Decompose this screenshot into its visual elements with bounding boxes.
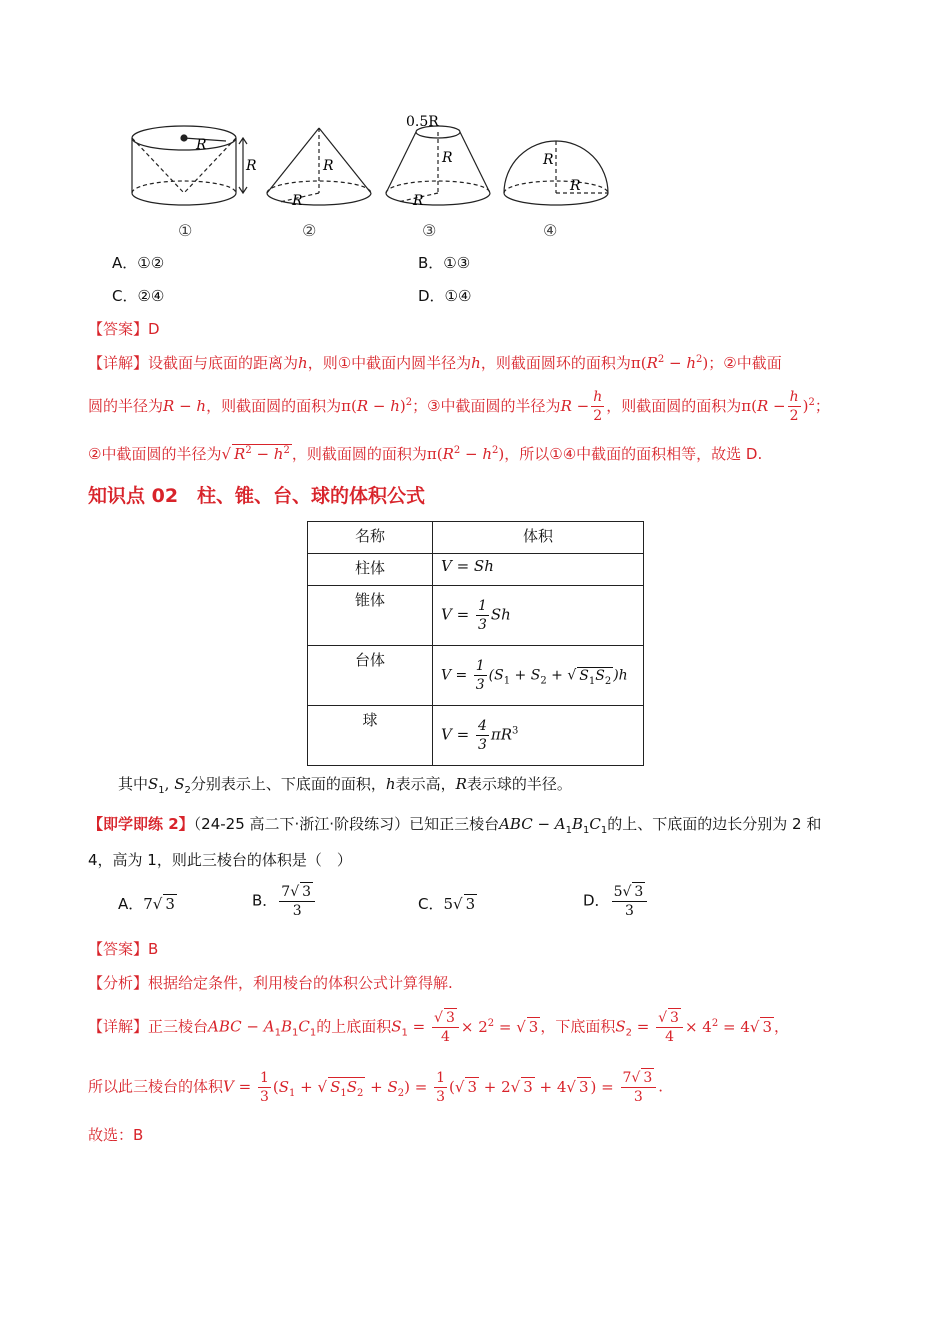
- figure-label-3: ③: [422, 221, 437, 240]
- q2-conclusion: 故选：B: [88, 1126, 144, 1144]
- row-name-frustum: 台体: [308, 646, 433, 706]
- q1-answer: 【答案】D: [88, 320, 160, 338]
- section-heading: 知识点 02 柱、锥、台、球的体积公式: [88, 485, 426, 507]
- table-row: [308, 586, 644, 646]
- frustum-height-label: R: [442, 150, 453, 166]
- detail-tag: 【详解】: [88, 354, 149, 372]
- q1-detail-line-3: ②中截面圆的半径为√ $R^2 - h^2$ ，则截面圆的面积为$\pi(R^2 - h^2)$，所以①④中截面的面积相等，故选 D.: [88, 445, 763, 463]
- q2-option-c[interactable]: C．5√ 3: [418, 895, 476, 913]
- frustum-figure: [386, 126, 490, 205]
- practice-question-line-2: 4，高为 1，则此三棱台的体积是（ ）: [88, 851, 352, 869]
- cylinder-r-label: R: [196, 137, 207, 153]
- table-note: 其中$S_1$, $S_2$分别表示上、下底面的面积，h表示高，R表示球的半径。: [118, 775, 572, 796]
- table-header-name: 名称: [308, 522, 433, 554]
- frustum-radius-label: R: [413, 193, 424, 209]
- row-name-sphere: 球: [308, 706, 433, 766]
- cylinder-figure: [132, 126, 247, 205]
- table-row: [308, 646, 644, 706]
- volume-formula-table: [307, 521, 644, 766]
- q1-detail-line-2: 圆的半径为R − h，则截面圆的面积为$\pi(R - h)^2$；③中截面圆的半径为R − $\frac{h}{2}$ ，则截面圆的面积为π(R − $\frac{h}{2}$ )$^2$；: [88, 389, 830, 424]
- hemisphere-height-label: R: [543, 152, 554, 168]
- q1-detail-line-1: 【详解】设截面与底面的距离为h，则①中截面内圆半径为h，则截面圆环的面积为$\pi(R^2 - h^2)$；②中截面: [88, 354, 782, 372]
- practice-tag: 【即学即练 2】: [88, 815, 194, 833]
- q1-option-c[interactable]: C．②④: [112, 287, 165, 305]
- q2-option-b[interactable]: B． $\frac{7√ 3}{3}$: [252, 882, 317, 920]
- solid-figures: [120, 108, 620, 248]
- q2-option-d[interactable]: D． $\frac{5√ 3}{3}$: [583, 882, 649, 920]
- q2-detail-line-2: 所以此三棱台的体积V = $\frac{1}{3}$ ($S_1$ + √ $S_1S_2 + S_2$) = $\frac{1}{3}$ (√ 3 + 2√ 3 + 4√ 3 ) = $\frac{7√ 3}{3}$ .: [88, 1069, 664, 1105]
- hemisphere-radius-label: R: [570, 178, 581, 194]
- q1-option-a[interactable]: A．①②: [112, 254, 165, 272]
- hemisphere-figure: [504, 141, 608, 205]
- q1-option-d[interactable]: D．①④: [418, 287, 472, 305]
- row-name-prism: 柱体: [308, 554, 433, 586]
- practice-question-line-1: 【即学即练 2】（24-25 高二下·浙江·阶段练习）已知正三棱台ABC − $A_1B_1C_1$的上、下底面的边长分别为 2 和: [88, 815, 822, 836]
- q2-detail-line-1: 【详解】正三棱台ABC − $A_1B_1C_1$的上底面积$S_1$ = $\frac{√ 3}{4}$ × $2^2$ = √ 3 ，下底面积$S_2$ = $\frac{√ 3}{4}$ × $4^2 = 4√$ 3 ，: [88, 1010, 790, 1045]
- cone-height-label: R: [323, 158, 334, 174]
- q1-option-b[interactable]: B．①③: [418, 254, 471, 272]
- q2-analysis: 【分析】根据给定条件，利用棱台的体积公式计算得解.: [88, 974, 453, 992]
- figure-label-1: ①: [178, 221, 193, 240]
- figure-label-2: ②: [302, 221, 317, 240]
- q2-answer: 【答案】B: [88, 940, 159, 958]
- cone-figure: [267, 128, 371, 205]
- formula-prism: V = Sh: [433, 554, 644, 586]
- figure-label-4: ④: [543, 221, 558, 240]
- cone-radius-label: R: [292, 193, 303, 209]
- cylinder-height-label: R: [246, 158, 257, 174]
- frustum-top-label: 0.5R: [406, 114, 439, 130]
- formula-frustum: V = $\frac{1}{3}$ ($S_1 + S_2$ + √ $S_1S_2$ )h: [433, 646, 644, 706]
- q2-option-a[interactable]: A．7√ 3: [118, 895, 175, 913]
- table-row: [308, 706, 644, 766]
- formula-cone: V = $\frac{1}{3}$ Sh: [433, 586, 644, 646]
- table-header-volume: 体积: [433, 522, 644, 554]
- table-row: [308, 554, 644, 586]
- row-name-cone: 锥体: [308, 586, 433, 646]
- formula-sphere: V = $\frac{4}{3}$ $\pi R^3$: [433, 706, 644, 766]
